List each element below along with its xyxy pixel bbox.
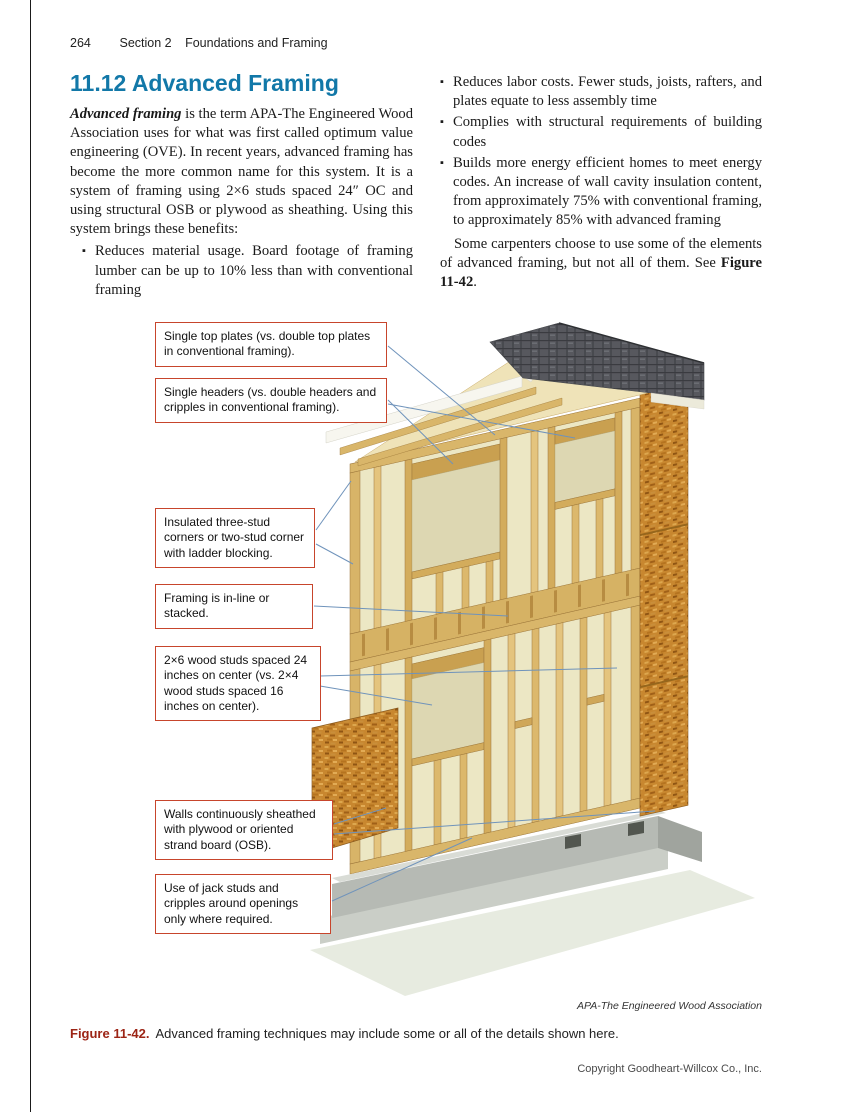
page-edge-rule — [30, 0, 31, 1112]
bullet-marker: ▪ — [82, 245, 86, 258]
callout-jack-studs: Use of jack studs and cripples around openings only where required. — [155, 874, 331, 934]
figure-caption — [70, 1026, 762, 1041]
figure-caption-text: Advanced framing techniques may include some or all of the details shown here. — [155, 1026, 619, 1042]
benefits-list-left — [82, 242, 413, 300]
list-item-text: Reduces material usage. Board footage of framing lumber can be up to 10% less than with conventional framing — [95, 243, 413, 298]
figure-caption-label: Figure 11-42. — [70, 1026, 150, 1042]
list-item — [440, 154, 762, 231]
callout-stud-spacing: 2×6 wood studs spaced 24 inches on center (vs. 2×4 wood studs spaced 16 inches on center). — [155, 646, 321, 721]
callout-continuous-sheathing: Walls continuously sheathed with plywood or oriented strand board (OSB). — [155, 800, 333, 860]
closing-paragraph — [440, 235, 762, 293]
body-columns — [70, 70, 762, 302]
callout-insulated-corners: Insulated three-stud corners or two-stud corner with ladder blocking. — [155, 508, 315, 568]
list-item — [440, 73, 762, 111]
list-item — [440, 113, 762, 151]
section-title: Foundations and Framing — [185, 36, 328, 50]
list-item-text: Reduces labor costs. Fewer studs, joists, rafters, and plates equate to less assembly time — [453, 74, 762, 110]
figure-credit: APA-The Engineered Wood Association — [576, 1000, 762, 1013]
bullet-marker: ▪ — [440, 76, 444, 88]
callout-inline-framing: Framing is in-line or stacked. — [155, 584, 313, 629]
list-item — [82, 242, 413, 300]
page-number: 264 — [70, 36, 91, 50]
callout-single-top-plates: Single top plates (vs. double top plates in conventional framing). — [155, 322, 387, 367]
left-column — [70, 70, 413, 302]
callout-single-headers: Single headers (vs. double headers and cripples in conventional framing). — [155, 378, 387, 423]
closing-end: . — [473, 274, 477, 291]
closing-text: Some carpenters choose to use some of the elements of advanced framing, but not all of them. See — [440, 235, 762, 271]
bullet-marker: ▪ — [440, 116, 444, 129]
right-column — [440, 70, 762, 302]
intro-text: is the term APA-The Engineered Wood Association uses for what was first called optimum value engineering (OVE). In recent years, advanced framing has become the more common name for this system. It is a system of framing using 2×6 studs spaced 24″ OC and using structural OSB or plywood as sheathing. Using this system brings these benefits: — [70, 106, 413, 238]
figure-11-42 — [70, 316, 762, 1016]
chapter-heading: 11.12 Advanced Framing — [70, 70, 339, 96]
list-item-text: Complies with structural requirements of building codes — [453, 114, 762, 150]
figure-reference: Figure 11-42 — [440, 254, 762, 291]
bullet-marker: ▪ — [440, 156, 444, 169]
benefits-list-right — [440, 73, 762, 231]
wall-framing — [350, 379, 688, 882]
section-label: Section 2 — [119, 36, 172, 50]
running-header — [70, 36, 762, 50]
intro-lead-term: Advanced framing — [70, 106, 182, 122]
list-item-text: Builds more energy efficient homes to meet energy codes. An increase of wall cavity insulation content, from approximately 75% with conventional framing, to approximately 85% with advanced framing — [453, 154, 762, 229]
copyright-footer: Copyright Goodheart-Willcox Co., Inc. — [577, 1063, 762, 1076]
intro-paragraph — [70, 105, 413, 239]
